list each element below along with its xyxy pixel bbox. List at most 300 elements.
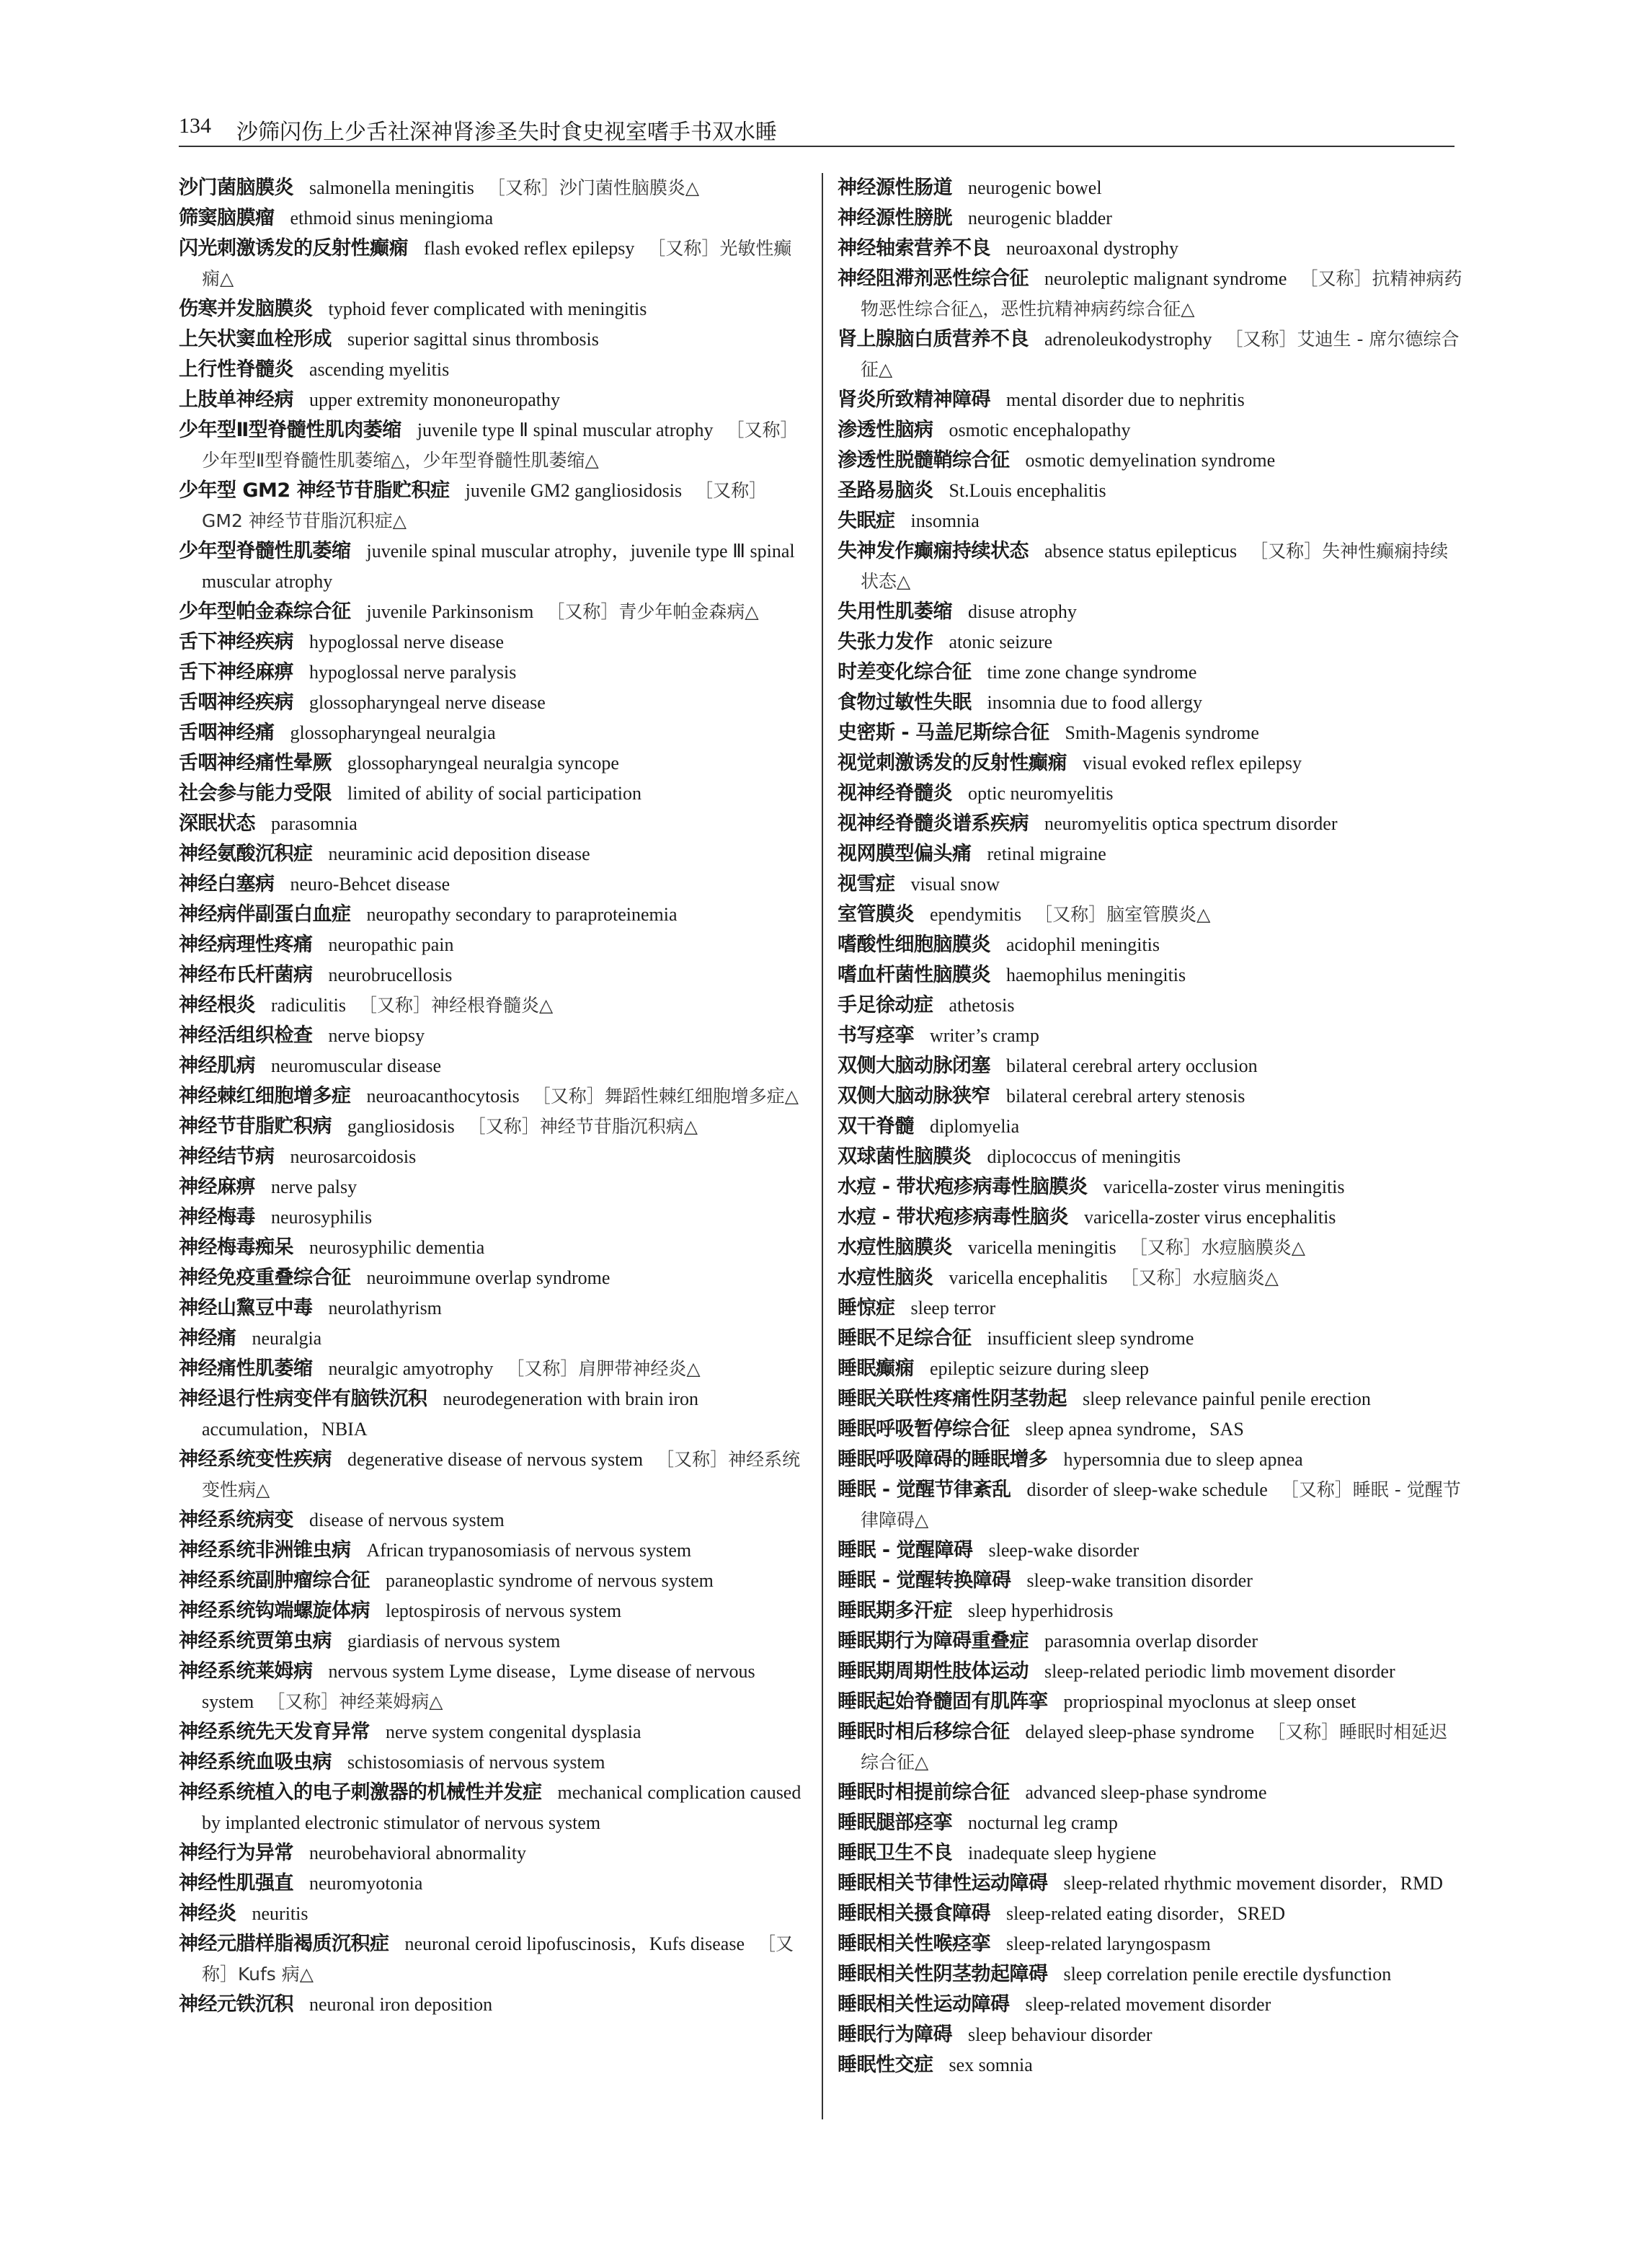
term-chinese: 手足徐动症 — [838, 994, 933, 1016]
glossary-entry — [838, 1233, 1465, 1263]
glossary-entry — [179, 990, 806, 1021]
glossary-entry — [179, 476, 806, 536]
glossary-entry — [179, 1929, 806, 1990]
term-english: neuronal iron deposition — [309, 1994, 493, 2015]
term-english: paraneoplastic syndrome of nervous system — [386, 1570, 714, 1591]
term-chinese: 神经行为异常 — [179, 1842, 293, 1864]
term-english: juvenile Parkinsonism — [366, 601, 534, 622]
term-english: osmotic encephalopathy — [949, 420, 1131, 440]
term-chinese: 睡眠 - 觉醒转换障碍 — [838, 1569, 1011, 1592]
glossary-entry — [179, 536, 806, 597]
glossary-entry — [838, 1081, 1465, 1112]
page-number: 134 — [179, 114, 211, 138]
term-english: neurolathyrism — [328, 1298, 442, 1318]
term-chinese: 神经梅毒痴呆 — [179, 1236, 293, 1259]
term-english: sleep-related rhythmic movement disorder，RMD — [1063, 1873, 1443, 1894]
term-english: sleep correlation penile erectile dysfunction — [1063, 1964, 1392, 1985]
term-english: typhoid fever complicated with meningitis — [328, 298, 647, 319]
glossary-entry — [179, 809, 806, 839]
glossary-entry — [838, 1142, 1465, 1172]
term-chinese: 神经布氏杆菌病 — [179, 964, 313, 986]
term-chinese: 睡眠时相后移综合征 — [838, 1721, 1010, 1743]
term-english: neurogenic bladder — [968, 208, 1112, 229]
term-english: St.Louis encephalitis — [949, 480, 1106, 501]
glossary-entry — [179, 748, 806, 779]
term-chinese: 神经系统病变 — [179, 1509, 293, 1531]
glossary-entry — [838, 1324, 1465, 1354]
term-english: athetosis — [949, 995, 1015, 1016]
term-chinese: 视觉刺激诱发的反射性癫痫 — [838, 752, 1067, 774]
term-chinese: 神经系统贾第虫病 — [179, 1630, 332, 1652]
term-chinese: 嗜酸性细胞脑膜炎 — [838, 934, 990, 956]
term-english: varicella encephalitis — [949, 1267, 1108, 1288]
term-english: sleep-related laryngospasm — [1006, 1933, 1211, 1954]
term-chinese: 少年型帕金森综合征 — [179, 600, 351, 623]
term-english: sleep-related periodic limb movement disorder — [1044, 1661, 1395, 1682]
glossary-entry — [838, 506, 1465, 536]
term-english: nervous system Lyme disease，Lyme disease of nervous system — [202, 1661, 755, 1712]
glossary-entry — [179, 1626, 806, 1657]
glossary-entry — [838, 1172, 1465, 1202]
term-chinese: 少年型脊髓性肌萎缩 — [179, 540, 351, 562]
glossary-entry — [179, 779, 806, 809]
term-synonym-note: ［又称］光敏性癫痫△ — [202, 238, 792, 289]
term-english: sex somnia — [949, 2055, 1033, 2075]
glossary-entry — [179, 597, 806, 627]
term-chinese: 上行性脊髓炎 — [179, 358, 293, 381]
glossary-entry — [179, 294, 806, 324]
term-english: insomnia due to food allergy — [987, 692, 1202, 713]
term-english: hypoglossal nerve disease — [309, 631, 505, 652]
glossary-entry — [838, 748, 1465, 779]
term-english: neuralgic amyotrophy — [328, 1358, 494, 1379]
term-english: ethmoid sinus meningioma — [290, 208, 494, 229]
term-chinese: 神经活组织检查 — [179, 1024, 313, 1047]
glossary-entry — [838, 597, 1465, 627]
term-english: sleep relevance painful penile erection — [1083, 1388, 1371, 1409]
term-chinese: 睡眠腿部痉挛 — [838, 1812, 952, 1834]
glossary-entry — [838, 990, 1465, 1021]
glossary-entry — [838, 839, 1465, 869]
glossary-entry — [179, 900, 806, 930]
term-english: disease of nervous system — [309, 1510, 505, 1530]
term-chinese: 睡眠相关节律性运动障碍 — [838, 1872, 1048, 1894]
term-chinese: 失眠症 — [838, 510, 895, 532]
term-chinese: 睡眠癫痫 — [838, 1357, 914, 1380]
term-english: upper extremity mononeuropathy — [309, 389, 561, 410]
term-chinese: 肾上腺脑白质营养不良 — [838, 328, 1029, 350]
glossary-entry — [179, 1566, 806, 1596]
term-english: neuromyelitis optica spectrum disorder — [1044, 813, 1338, 834]
term-english: leptospirosis of nervous system — [386, 1600, 622, 1621]
term-chinese: 睡眠相关性阴茎勃起障碍 — [838, 1963, 1048, 1985]
glossary-entry — [838, 1263, 1465, 1293]
term-english: glossopharyngeal neuralgia syncope — [347, 753, 619, 774]
glossary-entry — [179, 385, 806, 415]
term-english: glossopharyngeal nerve disease — [309, 692, 546, 713]
term-english: sleep terror — [910, 1298, 996, 1318]
glossary-entry — [179, 1717, 806, 1747]
term-chinese: 肾炎所致精神障碍 — [838, 389, 990, 411]
term-english: varicella-zoster virus meningitis — [1103, 1176, 1345, 1197]
term-chinese: 闪光刺激诱发的反射性癫痫 — [179, 237, 408, 260]
term-english: diplococcus of meningitis — [987, 1146, 1181, 1167]
running-title: 沙筛闪伤上少舌社深神肾渗圣失时食史视室嗜手书双水睡 — [236, 120, 777, 145]
glossary-entry — [838, 1717, 1465, 1778]
term-chinese: 神经山黧豆中毒 — [179, 1297, 313, 1319]
glossary-entry — [838, 446, 1465, 476]
term-chinese: 睡眠性交症 — [838, 2054, 933, 2076]
glossary-entry — [179, 1112, 806, 1142]
glossary-entry — [838, 1657, 1465, 1687]
glossary-entry — [179, 1445, 806, 1505]
term-chinese: 上肢单神经病 — [179, 389, 293, 411]
term-english: mechanical complication caused by implanted electronic stimulator of nervous system — [202, 1782, 801, 1833]
glossary-entry — [838, 1051, 1465, 1081]
glossary-entry — [179, 960, 806, 990]
term-synonym-note: ［又称］少年型Ⅱ型脊髓性肌萎缩△，少年型脊髓性肌萎缩△ — [202, 420, 799, 471]
term-synonym-note: ［又称］舞蹈性棘红细胞增多症△ — [532, 1086, 799, 1107]
term-chinese: 舌咽神经疾病 — [179, 691, 293, 714]
glossary-entry — [838, 324, 1465, 385]
glossary-entry — [838, 2050, 1465, 2080]
term-chinese: 视神经脊髓炎 — [838, 782, 952, 805]
term-chinese: 书写痉挛 — [838, 1024, 914, 1047]
term-english: diplomyelia — [930, 1116, 1020, 1137]
right-column — [838, 173, 1465, 2080]
glossary-entry — [179, 1596, 806, 1626]
term-english: nerve palsy — [271, 1176, 358, 1197]
term-chinese: 神经免疫重叠综合征 — [179, 1267, 351, 1289]
glossary-entry — [179, 355, 806, 385]
term-english: writer’s cramp — [930, 1025, 1039, 1046]
term-chinese: 睡眠呼吸障碍的睡眠增多 — [838, 1448, 1048, 1471]
term-english: neuroacanthocytosis — [366, 1086, 520, 1107]
term-english: juvenile spinal muscular atrophy，juvenile type Ⅲ spinal muscular atrophy — [202, 541, 795, 592]
term-chinese: 睡眠期周期性肢体运动 — [838, 1660, 1029, 1683]
term-chinese: 睡眠起始脊髓固有肌阵挛 — [838, 1690, 1048, 1713]
term-synonym-note: ［又称］Kufs 病△ — [202, 1933, 794, 1985]
glossary-entry — [179, 1535, 806, 1566]
glossary-entry — [838, 809, 1465, 839]
term-english: hypersomnia due to sleep apnea — [1063, 1449, 1303, 1470]
term-english: gangliosidosis — [347, 1116, 455, 1137]
column-divider — [822, 173, 823, 2119]
term-chinese: 水痘性脑膜炎 — [838, 1236, 952, 1259]
glossary-entry — [838, 1112, 1465, 1142]
term-chinese: 舌下神经疾病 — [179, 631, 293, 653]
term-chinese: 睡眠期多汗症 — [838, 1600, 952, 1622]
glossary-entry — [838, 1990, 1465, 2020]
term-chinese: 室管膜炎 — [838, 903, 914, 926]
glossary-entry — [179, 203, 806, 234]
term-chinese: 神经退行性病变伴有脑铁沉积 — [179, 1388, 427, 1410]
term-synonym-note: ［又称］沙门菌性脑膜炎△ — [487, 177, 700, 198]
term-synonym-note: ［又称］艾迪生 - 席尔德综合征△ — [861, 329, 1460, 380]
glossary-entry — [838, 900, 1465, 930]
glossary-entry — [179, 1505, 806, 1535]
term-chinese: 神经元腊样脂褐质沉积症 — [179, 1933, 389, 1955]
term-english: disuse atrophy — [968, 601, 1077, 622]
term-chinese: 失神发作癫痫持续状态 — [838, 540, 1029, 562]
glossary-entry — [838, 1808, 1465, 1838]
term-chinese: 神经阻滞剂恶性综合征 — [838, 267, 1029, 290]
term-chinese: 神经元铁沉积 — [179, 1993, 293, 2016]
term-synonym-note: ［又称］睡眠 - 觉醒节律障碍△ — [861, 1479, 1461, 1530]
term-chinese: 沙门菌脑膜炎 — [179, 177, 293, 199]
term-english: parasomnia overlap disorder — [1044, 1631, 1258, 1652]
running-header — [179, 110, 1455, 147]
term-english: sleep hyperhidrosis — [968, 1600, 1114, 1621]
term-english: neurobrucellosis — [328, 965, 453, 985]
term-chinese: 睡眠不足综合征 — [838, 1327, 972, 1349]
term-english: osmotic demyelination syndrome — [1025, 450, 1276, 471]
glossary-entry — [179, 173, 806, 203]
term-english: sleep-wake disorder — [988, 1540, 1140, 1561]
glossary-entry — [179, 1021, 806, 1051]
glossary-entry — [838, 234, 1465, 264]
term-chinese: 神经痛 — [179, 1327, 236, 1349]
term-english: neuralgia — [252, 1328, 322, 1349]
term-chinese: 神经系统血吸虫病 — [179, 1751, 332, 1773]
term-chinese: 神经系统先天发育异常 — [179, 1721, 370, 1743]
term-chinese: 睡眠呼吸暂停综合征 — [838, 1418, 1010, 1440]
term-chinese: 社会参与能力受限 — [179, 782, 332, 805]
term-english: epileptic seizure during sleep — [930, 1358, 1149, 1379]
term-english: bilateral cerebral artery stenosis — [1006, 1086, 1245, 1107]
term-english: nerve biopsy — [328, 1025, 425, 1046]
term-chinese: 失用性肌萎缩 — [838, 600, 952, 623]
term-chinese: 神经系统莱姆病 — [179, 1660, 313, 1683]
term-chinese: 神经系统植入的电子刺激器的机械性并发症 — [179, 1781, 542, 1804]
term-chinese: 渗透性脑病 — [838, 419, 933, 441]
term-chinese: 食物过敏性失眠 — [838, 691, 972, 714]
glossary-entry — [838, 385, 1465, 415]
term-english: flash evoked reflex epilepsy — [424, 238, 635, 259]
term-synonym-note: ［又称］神经系统变性病△ — [202, 1449, 801, 1500]
term-chinese: 水痘 - 带状疱疹病毒性脑炎 — [838, 1206, 1069, 1228]
term-chinese: 睡惊症 — [838, 1297, 895, 1319]
glossary-entry — [838, 960, 1465, 990]
term-chinese: 少年型Ⅱ型脊髓性肌肉萎缩 — [179, 419, 401, 441]
term-synonym-note: ［又称］神经节苷脂沉积病△ — [467, 1116, 698, 1137]
term-chinese: 视网膜型偏头痛 — [838, 843, 972, 865]
glossary-entry — [838, 536, 1465, 597]
term-english: neurodegeneration with brain iron accumulation，NBIA — [202, 1388, 698, 1440]
glossary-entry — [838, 1687, 1465, 1717]
glossary-entry — [179, 1172, 806, 1202]
glossary-entry — [838, 718, 1465, 748]
term-english: neuroimmune overlap syndrome — [366, 1267, 610, 1288]
glossary-entry — [838, 657, 1465, 688]
term-english: glossopharyngeal neuralgia — [290, 722, 496, 743]
term-chinese: 睡眠行为障碍 — [838, 2024, 952, 2046]
glossary-entry — [838, 264, 1465, 324]
term-english: neuropathy secondary to paraproteinemia — [366, 904, 678, 925]
term-english: neurosyphilis — [271, 1207, 373, 1228]
term-chinese: 神经麻痹 — [179, 1176, 255, 1198]
glossary-entry — [838, 1021, 1465, 1051]
term-chinese: 神经肌病 — [179, 1055, 255, 1077]
glossary-entry — [179, 1202, 806, 1233]
term-english: superior sagittal sinus thrombosis — [347, 329, 599, 350]
glossary-entry — [179, 688, 806, 718]
term-chinese: 神经系统副肿瘤综合征 — [179, 1569, 370, 1592]
term-english: varicella-zoster virus encephalitis — [1084, 1207, 1336, 1228]
glossary-entry — [179, 1324, 806, 1354]
term-chinese: 双侧大脑动脉狭窄 — [838, 1085, 990, 1107]
term-english: radiculitis — [271, 995, 346, 1016]
term-english: ascending myelitis — [309, 359, 450, 380]
term-english: giardiasis of nervous system — [347, 1631, 561, 1652]
term-english: delayed sleep-phase syndrome — [1025, 1721, 1255, 1742]
term-synonym-note: ［又称］神经根脊髓炎△ — [358, 995, 554, 1016]
term-synonym-note: ［又称］睡眠时相延迟综合征△ — [861, 1721, 1448, 1773]
header-rule — [179, 146, 1455, 147]
term-chinese: 少年型 GM2 神经节苷脂贮积症 — [179, 479, 450, 502]
term-chinese: 睡眠 - 觉醒节律紊乱 — [838, 1479, 1011, 1501]
term-synonym-note: ［又称］GM2 神经节苷脂沉积症△ — [202, 480, 768, 531]
glossary-entry — [179, 1051, 806, 1081]
term-chinese: 睡眠相关性喉痉挛 — [838, 1933, 990, 1955]
glossary-entry — [179, 1293, 806, 1324]
term-english: inadequate sleep hygiene — [968, 1843, 1157, 1863]
term-synonym-note: ［又称］水痘脑膜炎△ — [1129, 1237, 1305, 1258]
glossary-entry — [838, 203, 1465, 234]
term-chinese: 神经结节病 — [179, 1145, 275, 1168]
term-chinese: 神经系统非洲锥虫病 — [179, 1539, 351, 1561]
term-synonym-note: ［又称］肩胛带神经炎△ — [506, 1358, 701, 1379]
glossary-entry — [179, 1657, 806, 1717]
term-english: neuroaxonal dystrophy — [1006, 238, 1179, 259]
term-chinese: 双球菌性脑膜炎 — [838, 1145, 972, 1168]
term-chinese: 神经梅毒 — [179, 1206, 255, 1228]
term-english: mental disorder due to nephritis — [1006, 389, 1245, 410]
glossary-entry — [179, 627, 806, 657]
term-chinese: 神经性肌强直 — [179, 1872, 293, 1894]
term-synonym-note: ［又称］水痘脑炎△ — [1120, 1267, 1279, 1288]
term-english: juvenile type Ⅱ spinal muscular atrophy — [417, 420, 714, 440]
term-english: insomnia — [910, 510, 980, 531]
term-english: African trypanosomiasis of nervous system — [366, 1540, 692, 1561]
glossary-entry — [179, 1869, 806, 1899]
glossary-entry — [179, 657, 806, 688]
term-chinese: 嗜血杆菌性脑膜炎 — [838, 964, 990, 986]
glossary-entry — [179, 1778, 806, 1838]
glossary-entry — [838, 1293, 1465, 1324]
term-chinese: 神经节苷脂贮积病 — [179, 1115, 332, 1138]
glossary-entry — [838, 476, 1465, 506]
glossary-entry — [838, 1566, 1465, 1596]
term-chinese: 舌咽神经痛 — [179, 722, 275, 744]
term-english: neurogenic bowel — [968, 177, 1102, 198]
term-english: time zone change syndrome — [987, 662, 1197, 683]
glossary-entry — [179, 234, 806, 294]
glossary-entry — [838, 1778, 1465, 1808]
term-english: haemophilus meningitis — [1006, 965, 1186, 985]
glossary-entry — [838, 1535, 1465, 1566]
term-chinese: 睡眠关联性疼痛性阴茎勃起 — [838, 1388, 1067, 1410]
glossary-entry — [838, 627, 1465, 657]
term-synonym-note: ［又称］失神性癫痫持续状态△ — [861, 541, 1449, 592]
glossary-entry — [838, 1899, 1465, 1929]
term-chinese: 视神经脊髓炎谱系疾病 — [838, 812, 1029, 835]
glossary-entry — [179, 1747, 806, 1778]
term-english: degenerative disease of nervous system — [347, 1449, 644, 1470]
term-english: varicella meningitis — [968, 1237, 1116, 1258]
term-chinese: 水痘性脑炎 — [838, 1267, 933, 1289]
glossary-entry — [179, 1990, 806, 2020]
term-chinese: 上矢状窦血栓形成 — [179, 328, 332, 350]
term-chinese: 神经病理性疼痛 — [179, 934, 313, 956]
glossary-entry — [179, 930, 806, 960]
glossary-entry — [838, 688, 1465, 718]
glossary-entry — [179, 1354, 806, 1384]
term-english: parasomnia — [271, 813, 358, 834]
term-chinese: 神经源性膀胱 — [838, 207, 952, 229]
term-english: atonic seizure — [949, 631, 1053, 652]
term-english: sleep behaviour disorder — [968, 2024, 1153, 2045]
term-english: sleep apnea syndrome，SAS — [1025, 1419, 1244, 1440]
term-synonym-note: ［又称］抗精神病药物恶性综合征△，恶性抗精神病药综合征△ — [861, 268, 1462, 319]
glossary-entry — [838, 1202, 1465, 1233]
term-chinese: 神经系统钩端螺旋体病 — [179, 1600, 370, 1622]
glossary-entry — [838, 930, 1465, 960]
term-chinese: 睡眠时相提前综合征 — [838, 1781, 1010, 1804]
term-english: neuroleptic malignant syndrome — [1044, 268, 1287, 289]
term-chinese: 神经病伴副蛋白血症 — [179, 903, 351, 926]
left-column — [179, 173, 806, 2020]
term-english: neurosarcoidosis — [290, 1146, 417, 1167]
term-english: absence status epilepticus — [1044, 541, 1238, 562]
term-chinese: 神经轴索营养不良 — [838, 237, 990, 260]
glossary-entry — [179, 415, 806, 476]
term-english: neuromyotonia — [309, 1873, 423, 1894]
term-chinese: 时差变化综合征 — [838, 661, 972, 683]
glossary-entry — [838, 1838, 1465, 1869]
term-english: bilateral cerebral artery occlusion — [1006, 1055, 1258, 1076]
term-english: schistosomiasis of nervous system — [347, 1752, 605, 1773]
term-english: visual snow — [910, 874, 1000, 895]
term-english: Smith-Magenis syndrome — [1065, 722, 1259, 743]
term-english: insufficient sleep syndrome — [987, 1328, 1194, 1349]
glossary-entry — [179, 1899, 806, 1929]
term-english: adrenoleukodystrophy — [1044, 329, 1212, 350]
term-chinese: 伤寒并发脑膜炎 — [179, 298, 313, 320]
term-chinese: 深眠状态 — [179, 812, 255, 835]
term-chinese: 水痘 - 带状疱疹病毒性脑膜炎 — [838, 1176, 1088, 1198]
term-chinese: 睡眠卫生不良 — [838, 1842, 952, 1864]
glossary-entry — [179, 1142, 806, 1172]
term-english: hypoglossal nerve paralysis — [309, 662, 517, 683]
term-english: limited of ability of social participation — [347, 783, 641, 804]
glossary-entry — [838, 1475, 1465, 1535]
glossary-entry — [838, 869, 1465, 900]
glossary-entry — [838, 173, 1465, 203]
term-chinese: 舌下神经麻痹 — [179, 661, 293, 683]
glossary-entry — [179, 839, 806, 869]
term-chinese: 圣路易脑炎 — [838, 479, 933, 502]
glossary-entry — [179, 869, 806, 900]
term-english: disorder of sleep-wake schedule — [1026, 1479, 1268, 1500]
term-synonym-note: ［又称］脑室管膜炎△ — [1034, 904, 1211, 925]
term-english: juvenile GM2 gangliosidosis — [465, 480, 683, 501]
term-english: nocturnal leg cramp — [968, 1812, 1118, 1833]
term-english: neurobehavioral abnormality — [309, 1843, 527, 1863]
term-chinese: 史密斯 - 马盖尼斯综合征 — [838, 722, 1049, 744]
term-english: acidophil meningitis — [1006, 934, 1160, 955]
glossary-entry — [838, 1869, 1465, 1899]
